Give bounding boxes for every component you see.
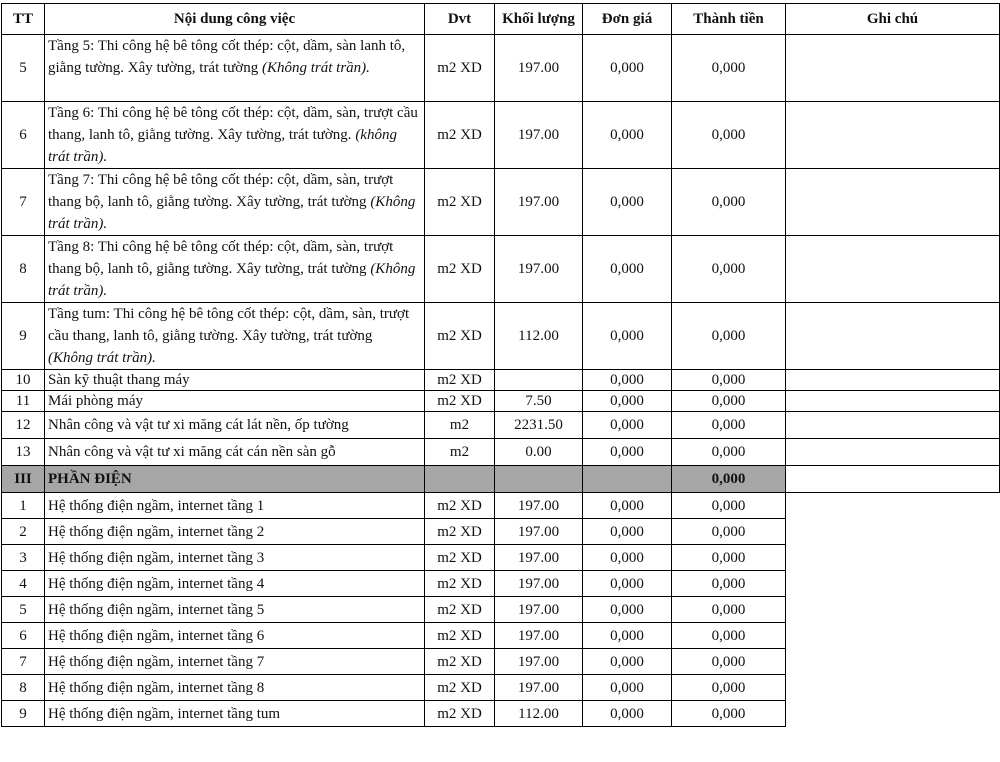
row-note-cell bbox=[786, 439, 1000, 466]
row-amount: 0,000 bbox=[672, 236, 786, 303]
row-quantity: 197.00 bbox=[495, 519, 583, 545]
row-note-italic: (Không trát trần). bbox=[48, 261, 416, 299]
row-quantity: 197.00 bbox=[495, 236, 583, 303]
row-description: Hệ thống điện ngầm, internet tầng 1 bbox=[45, 493, 425, 519]
row-description: Hệ thống điện ngầm, internet tầng 2 bbox=[45, 519, 425, 545]
row-note-cell bbox=[786, 102, 1000, 169]
row-tt: 5 bbox=[2, 597, 45, 623]
table-row bbox=[2, 391, 1000, 412]
header-row bbox=[2, 4, 1000, 35]
row-quantity: 197.00 bbox=[495, 493, 583, 519]
row-note-cell bbox=[786, 391, 1000, 412]
row-note-italic: (Không trát trần). bbox=[48, 350, 156, 366]
row-note-cell bbox=[786, 35, 1000, 102]
row-amount: 0,000 bbox=[672, 675, 786, 701]
row-description: Tầng 6: Thi công hệ bê tông cốt thép: cột, dầm, sàn, trượt cầu thang, lanh tô, giằng tường. Xây tường, trát tường. (không trát trần). bbox=[45, 102, 425, 169]
row-tt: 11 bbox=[2, 391, 45, 412]
section-row bbox=[2, 466, 1000, 493]
row-note-cell bbox=[786, 623, 1000, 649]
row-quantity: 2231.50 bbox=[495, 412, 583, 439]
row-description: Mái phòng máy bbox=[45, 391, 425, 412]
row-description: Hệ thống điện ngầm, internet tầng 5 bbox=[45, 597, 425, 623]
row-amount: 0,000 bbox=[672, 35, 786, 102]
row-note-cell bbox=[786, 169, 1000, 236]
row-note-cell bbox=[786, 571, 1000, 597]
row-unit: m2 XD bbox=[425, 675, 495, 701]
row-description: Hệ thống điện ngầm, internet tầng tum bbox=[45, 701, 425, 727]
row-amount: 0,000 bbox=[672, 370, 786, 391]
row-description: Tầng 8: Thi công hệ bê tông cốt thép: cột, dầm, sàn, trượt thang bộ, lanh tô, giằng tường. Xây tường, trát tường (Không trát trần). bbox=[45, 236, 425, 303]
header-amount: Thành tiền bbox=[672, 4, 786, 35]
boq-table bbox=[1, 3, 1000, 727]
row-unit-price: 0,000 bbox=[583, 571, 672, 597]
row-unit-price: 0,000 bbox=[583, 545, 672, 571]
row-unit: m2 XD bbox=[425, 597, 495, 623]
row-unit: m2 XD bbox=[425, 391, 495, 412]
row-tt: 3 bbox=[2, 545, 45, 571]
row-unit-price: 0,000 bbox=[583, 493, 672, 519]
row-note-cell bbox=[786, 412, 1000, 439]
table-row bbox=[2, 623, 1000, 649]
header-unit-price: Đơn giá bbox=[583, 4, 672, 35]
row-unit: m2 XD bbox=[425, 102, 495, 169]
row-quantity bbox=[495, 370, 583, 391]
row-unit-price: 0,000 bbox=[583, 519, 672, 545]
row-note-cell bbox=[786, 701, 1000, 727]
row-amount: 0,000 bbox=[672, 571, 786, 597]
row-description: Hệ thống điện ngầm, internet tầng 6 bbox=[45, 623, 425, 649]
row-tt: 9 bbox=[2, 701, 45, 727]
table-row bbox=[2, 303, 1000, 370]
row-tt: 7 bbox=[2, 169, 45, 236]
table-row bbox=[2, 35, 1000, 102]
table-row bbox=[2, 236, 1000, 303]
row-unit: m2 XD bbox=[425, 370, 495, 391]
table-row bbox=[2, 370, 1000, 391]
table-row bbox=[2, 675, 1000, 701]
table-row bbox=[2, 412, 1000, 439]
row-amount: 0,000 bbox=[672, 545, 786, 571]
row-quantity: 197.00 bbox=[495, 571, 583, 597]
row-unit-price: 0,000 bbox=[583, 236, 672, 303]
section-amount: 0,000 bbox=[672, 466, 786, 493]
row-description: Sàn kỹ thuật thang máy bbox=[45, 370, 425, 391]
row-unit-price: 0,000 bbox=[583, 35, 672, 102]
row-quantity: 112.00 bbox=[495, 303, 583, 370]
row-unit-price: 0,000 bbox=[583, 303, 672, 370]
row-amount: 0,000 bbox=[672, 169, 786, 236]
row-quantity: 197.00 bbox=[495, 675, 583, 701]
section-tt: III bbox=[2, 466, 45, 493]
row-note-cell bbox=[786, 519, 1000, 545]
section-note bbox=[786, 466, 1000, 493]
table-row bbox=[2, 519, 1000, 545]
row-note-italic: (Không trát trần). bbox=[48, 194, 416, 232]
row-description: Nhân công và vật tư xi măng cát lát nền, ốp tường bbox=[45, 412, 425, 439]
row-quantity: 197.00 bbox=[495, 545, 583, 571]
row-unit-price: 0,000 bbox=[583, 623, 672, 649]
row-amount: 0,000 bbox=[672, 303, 786, 370]
row-unit: m2 bbox=[425, 412, 495, 439]
row-amount: 0,000 bbox=[672, 391, 786, 412]
row-unit: m2 XD bbox=[425, 236, 495, 303]
row-tt: 6 bbox=[2, 623, 45, 649]
row-note-cell bbox=[786, 493, 1000, 519]
table-row bbox=[2, 649, 1000, 675]
row-description: Hệ thống điện ngầm, internet tầng 4 bbox=[45, 571, 425, 597]
section-quantity bbox=[495, 466, 583, 493]
row-description: Tầng 5: Thi công hệ bê tông cốt thép: cột, dầm, sàn lanh tô, giằng tường. Xây tường, trát tường (Không trát trần). bbox=[45, 35, 425, 102]
row-unit-price: 0,000 bbox=[583, 701, 672, 727]
row-tt: 13 bbox=[2, 439, 45, 466]
row-unit-price: 0,000 bbox=[583, 412, 672, 439]
row-unit-price: 0,000 bbox=[583, 439, 672, 466]
row-amount: 0,000 bbox=[672, 102, 786, 169]
row-unit: m2 XD bbox=[425, 623, 495, 649]
row-tt: 8 bbox=[2, 675, 45, 701]
row-tt: 1 bbox=[2, 493, 45, 519]
row-unit-price: 0,000 bbox=[583, 675, 672, 701]
row-unit-price: 0,000 bbox=[583, 169, 672, 236]
row-unit-price: 0,000 bbox=[583, 391, 672, 412]
row-unit: m2 XD bbox=[425, 303, 495, 370]
row-unit: m2 XD bbox=[425, 519, 495, 545]
row-description: Hệ thống điện ngầm, internet tầng 7 bbox=[45, 649, 425, 675]
row-quantity: 197.00 bbox=[495, 35, 583, 102]
row-tt: 4 bbox=[2, 571, 45, 597]
row-amount: 0,000 bbox=[672, 493, 786, 519]
row-note-cell bbox=[786, 303, 1000, 370]
row-amount: 0,000 bbox=[672, 649, 786, 675]
table-row bbox=[2, 701, 1000, 727]
row-quantity: 197.00 bbox=[495, 623, 583, 649]
row-amount: 0,000 bbox=[672, 412, 786, 439]
row-unit: m2 XD bbox=[425, 545, 495, 571]
row-unit: m2 bbox=[425, 439, 495, 466]
table-row bbox=[2, 439, 1000, 466]
section-unit-price bbox=[583, 466, 672, 493]
header-tt: TT bbox=[2, 4, 45, 35]
table-row bbox=[2, 545, 1000, 571]
row-tt: 6 bbox=[2, 102, 45, 169]
row-unit: m2 XD bbox=[425, 649, 495, 675]
table-row bbox=[2, 169, 1000, 236]
row-note-italic: (Không trát trần). bbox=[262, 60, 370, 76]
table-row bbox=[2, 493, 1000, 519]
row-quantity: 197.00 bbox=[495, 597, 583, 623]
row-note-cell bbox=[786, 649, 1000, 675]
row-description: Hệ thống điện ngầm, internet tầng 3 bbox=[45, 545, 425, 571]
row-note-cell bbox=[786, 370, 1000, 391]
row-unit: m2 XD bbox=[425, 493, 495, 519]
row-note-cell bbox=[786, 675, 1000, 701]
table-row bbox=[2, 102, 1000, 169]
header-quantity: Khối lượng bbox=[495, 4, 583, 35]
row-tt: 8 bbox=[2, 236, 45, 303]
section-title: PHẦN ĐIỆN bbox=[45, 466, 425, 493]
table-row bbox=[2, 571, 1000, 597]
row-quantity: 197.00 bbox=[495, 169, 583, 236]
row-unit-price: 0,000 bbox=[583, 597, 672, 623]
row-quantity: 0.00 bbox=[495, 439, 583, 466]
row-unit: m2 XD bbox=[425, 169, 495, 236]
row-amount: 0,000 bbox=[672, 597, 786, 623]
row-description: Tầng 7: Thi công hệ bê tông cốt thép: cột, dầm, sàn, trượt thang bộ, lanh tô, giằng tường. Xây tường, trát tường (Không trát trần). bbox=[45, 169, 425, 236]
row-tt: 12 bbox=[2, 412, 45, 439]
table-row bbox=[2, 597, 1000, 623]
row-description: Nhân công và vật tư xi măng cát cán nền sàn gỗ bbox=[45, 439, 425, 466]
row-amount: 0,000 bbox=[672, 623, 786, 649]
row-quantity: 197.00 bbox=[495, 102, 583, 169]
row-quantity: 7.50 bbox=[495, 391, 583, 412]
row-unit-price: 0,000 bbox=[583, 370, 672, 391]
row-description: Hệ thống điện ngầm, internet tầng 8 bbox=[45, 675, 425, 701]
row-note-cell bbox=[786, 545, 1000, 571]
row-unit: m2 XD bbox=[425, 571, 495, 597]
row-note-cell bbox=[786, 597, 1000, 623]
row-note-cell bbox=[786, 236, 1000, 303]
row-tt: 10 bbox=[2, 370, 45, 391]
row-tt: 7 bbox=[2, 649, 45, 675]
row-unit-price: 0,000 bbox=[583, 649, 672, 675]
row-quantity: 112.00 bbox=[495, 701, 583, 727]
row-amount: 0,000 bbox=[672, 701, 786, 727]
row-unit-price: 0,000 bbox=[583, 102, 672, 169]
row-unit: m2 XD bbox=[425, 701, 495, 727]
row-unit: m2 XD bbox=[425, 35, 495, 102]
row-tt: 2 bbox=[2, 519, 45, 545]
row-amount: 0,000 bbox=[672, 439, 786, 466]
section-unit bbox=[425, 466, 495, 493]
header-content: Nội dung công việc bbox=[45, 4, 425, 35]
row-quantity: 197.00 bbox=[495, 649, 583, 675]
row-tt: 9 bbox=[2, 303, 45, 370]
header-unit: Dvt bbox=[425, 4, 495, 35]
row-amount: 0,000 bbox=[672, 519, 786, 545]
row-tt: 5 bbox=[2, 35, 45, 102]
row-description: Tầng tum: Thi công hệ bê tông cốt thép: cột, dầm, sàn, trượt cầu thang, lanh tô, giằng tường. Xây tường, trát tường (Không trát trần). bbox=[45, 303, 425, 370]
row-note-italic: (không trát trần). bbox=[48, 127, 397, 165]
header-note: Ghi chú bbox=[786, 4, 1000, 35]
